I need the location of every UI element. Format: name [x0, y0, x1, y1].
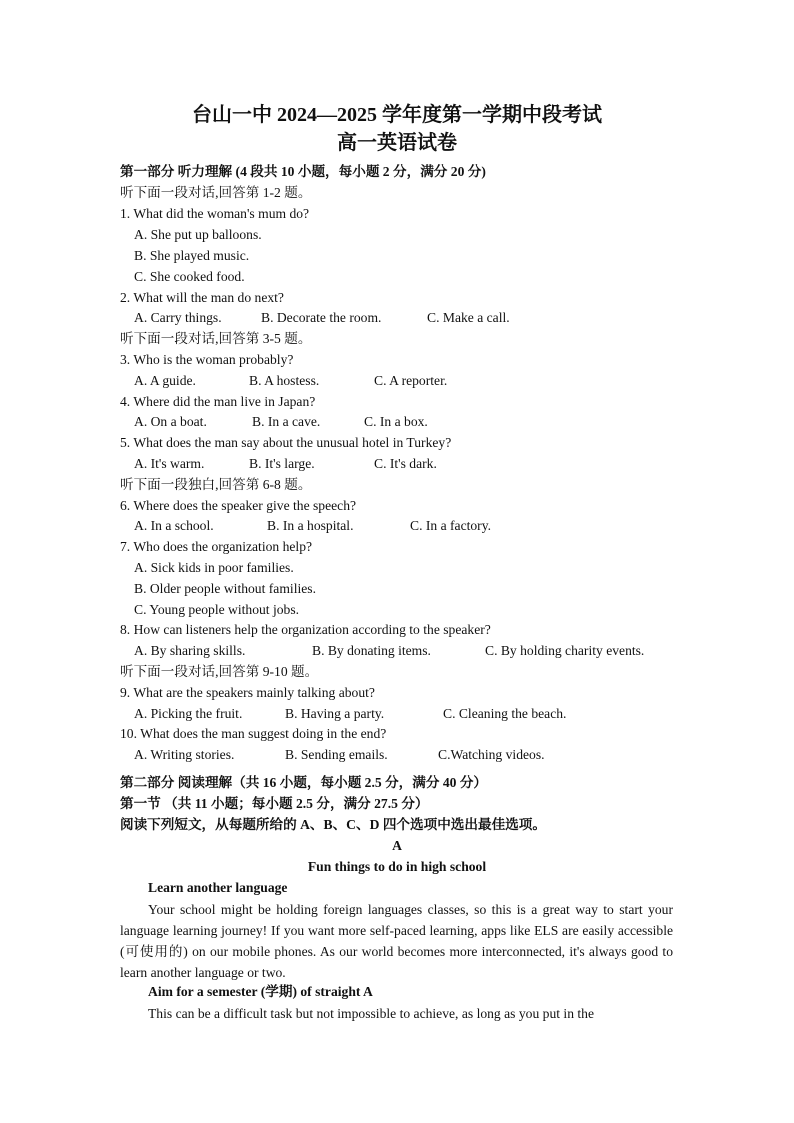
question-6-stem: 6. Where does the speaker give the speech? [120, 498, 357, 513]
question-9-option-b: B. Having a party. [285, 706, 385, 721]
question-1-option-b: B. She played music. [134, 248, 250, 263]
passage-title: Fun things to do in high school [307, 859, 487, 874]
question-9-option-c: C. Cleaning the beach. [443, 706, 567, 721]
passage-subheading-1: Learn another language [148, 880, 288, 895]
exam-subtitle: 高一英语试卷 [337, 132, 457, 154]
part2-instruction: 阅读下列短文，从每题所给的 A、B、C、D 四个选项中选出最佳选项。 [120, 817, 546, 832]
question-5-option-b: B. It's large. [249, 456, 315, 471]
question-8-option-a: A. By sharing skills. [134, 643, 246, 658]
question-10-option-b: B. Sending emails. [285, 747, 388, 762]
question-6-option-a: A. In a school. [134, 518, 214, 533]
question-4-stem: 4. Where did the man live in Japan? [120, 394, 316, 409]
question-1-option-c: C. She cooked food. [134, 269, 245, 284]
section-instruction-1: 听下面一段对话,回答第 1-2 题。 [120, 185, 312, 200]
question-2-option-b: B. Decorate the room. [261, 310, 382, 325]
exam-title: 台山一中 2024—2025 学年度第一学期中段考试 [192, 104, 602, 126]
question-7-option-a: A. Sick kids in poor families. [134, 560, 294, 575]
question-2-options [134, 308, 510, 328]
section-instruction-2: 听下面一段对话,回答第 3-5 题。 [120, 331, 312, 346]
question-9-options [134, 704, 567, 724]
question-8-stem: 8. How can listeners help the organization according to the speaker? [120, 622, 491, 637]
part2-heading: 第二部分 阅读理解（共 16 小题，每小题 2.5 分，满分 40 分） [120, 775, 488, 790]
question-2-option-c: C. Make a call. [427, 310, 510, 325]
question-4-option-c: C. In a box. [364, 414, 428, 429]
question-3-option-a: A. A guide. [134, 373, 196, 388]
question-2-stem: 2. What will the man do next? [120, 290, 284, 305]
question-5-options [134, 454, 437, 474]
part2-section-heading: 第一节 （共 11 小题；每小题 2.5 分，满分 27.5 分） [120, 796, 429, 811]
question-3-option-b: B. A hostess. [249, 373, 320, 388]
question-1-option-a: A. She put up balloons. [134, 227, 262, 242]
part1-heading: 第一部分 听力理解 (4 段共 10 小题，每小题 2 分，满分 20 分) [120, 164, 486, 179]
question-5-stem: 5. What does the man say about the unusual hotel in Turkey? [120, 435, 452, 450]
passage-letter: A [392, 838, 402, 853]
question-5-option-c: C. It's dark. [374, 456, 437, 471]
question-4-option-b: B. In a cave. [252, 414, 321, 429]
question-2-option-a: A. Carry things. [134, 310, 222, 325]
question-6-options [134, 516, 492, 536]
question-1-stem: 1. What did the woman's mum do? [120, 206, 310, 221]
question-5-option-a: A. It's warm. [134, 456, 205, 471]
question-3-option-c: C. A reporter. [374, 373, 448, 388]
question-7-stem: 7. Who does the organization help? [120, 539, 313, 554]
question-4-option-a: A. On a boat. [134, 414, 207, 429]
question-3-stem: 3. Who is the woman probably? [120, 352, 294, 367]
question-9-stem: 9. What are the speakers mainly talking about? [120, 685, 375, 700]
passage-paragraph-1: Your school might be holding foreign languages classes, so this is a great way to start your language learning journey! If you want more self-paced learning, apps like ELS are easily accessible (可使用的) on our mobile phones. As our world becomes more interconnected, it's always good to learn another language or two. [120, 902, 673, 980]
question-10-option-a: A. Writing stories. [134, 747, 235, 762]
question-8-options [134, 641, 645, 661]
passage-subheading-2: Aim for a semester (学期) of straight A [148, 984, 373, 999]
question-6-option-c: C. In a factory. [410, 518, 492, 533]
question-8-option-b: B. By donating items. [312, 643, 431, 658]
question-8-option-c: C. By holding charity events. [485, 643, 645, 658]
question-10-stem: 10. What does the man suggest doing in the end? [120, 726, 387, 741]
question-10-options [134, 745, 545, 765]
passage-paragraph-2: This can be a difficult task but not impossible to achieve, as long as you put in the [148, 1006, 594, 1021]
question-4-options [134, 412, 428, 432]
question-9-option-a: A. Picking the fruit. [134, 706, 243, 721]
question-7-option-c: C. Young people without jobs. [134, 602, 300, 617]
section-instruction-4: 听下面一段对话,回答第 9-10 题。 [120, 664, 319, 679]
question-6-option-b: B. In a hospital. [267, 518, 354, 533]
question-3-options [134, 371, 448, 391]
section-instruction-3: 听下面一段独白,回答第 6-8 题。 [120, 477, 312, 492]
question-7-option-b: B. Older people without families. [134, 581, 316, 596]
question-10-option-c: C.Watching videos. [438, 747, 545, 762]
